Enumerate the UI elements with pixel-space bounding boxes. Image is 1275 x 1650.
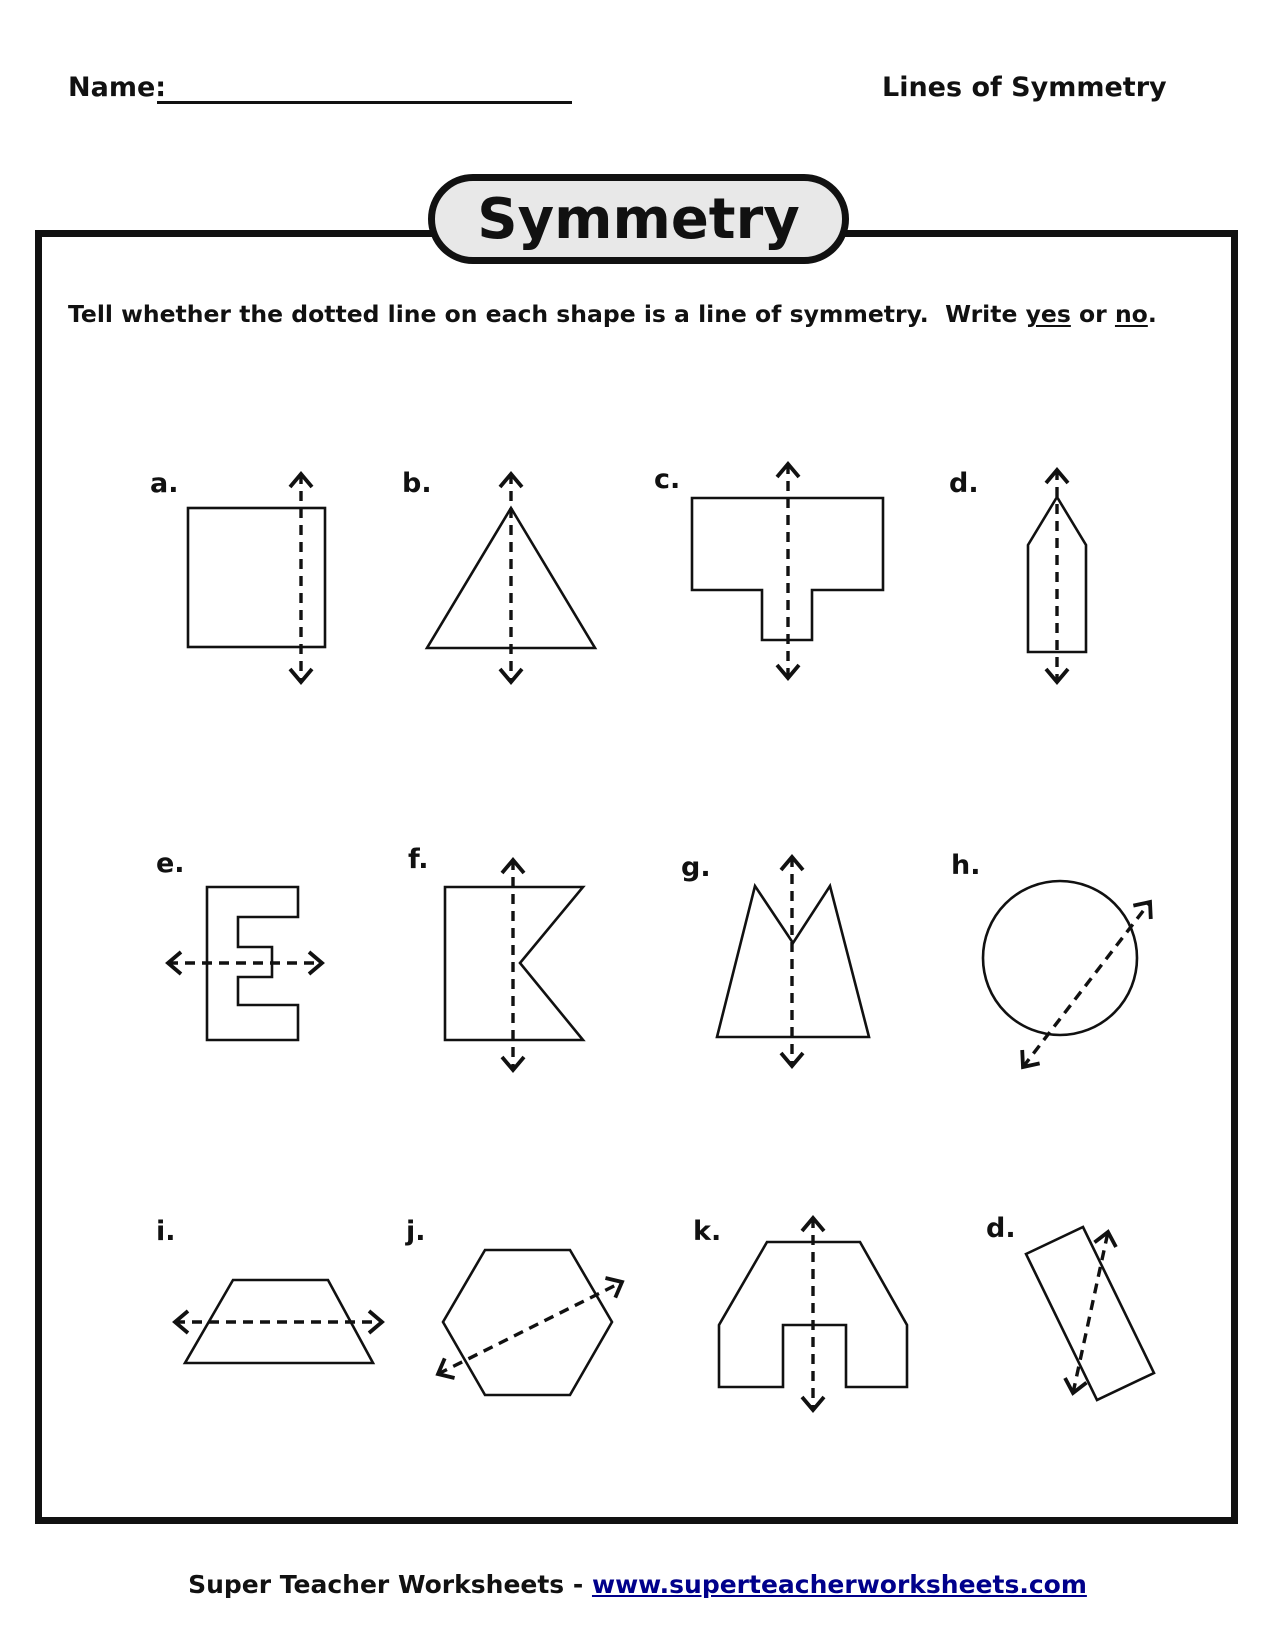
problem-label-j: j. [406,1216,426,1247]
problem-label-e: e. [156,848,185,879]
hexagon-shape [443,1250,612,1395]
circle-shape [983,881,1137,1035]
problem-label-a: a. [150,468,179,499]
figure-c-t-block [692,464,883,678]
arch-shape [719,1242,907,1387]
problem-label-g: g. [681,852,711,883]
footer-site-name: Super Teacher Worksheets - [188,1570,592,1599]
figure-b-triangle [427,474,595,682]
yes-word: yes [1025,300,1071,328]
problem-label-h: h. [951,850,981,881]
symmetry-line-l [1073,1232,1108,1393]
figure-f-notched-flag [445,860,583,1070]
instructions-lead: Tell whether the dotted line on each shape is a line of symmetry. Write [68,300,1026,328]
figure-k-arch [719,1218,907,1410]
figure-i-trapezoid [175,1280,382,1363]
figure-g-crown [717,857,869,1066]
figure-h-circle [983,881,1150,1067]
problem-label-i: i. [156,1216,176,1247]
name-label: Name: [68,72,167,103]
problem-label-l: d. [986,1213,1016,1244]
symmetry-banner [428,174,849,264]
figure-e-letter-e [168,887,322,1040]
worksheet-title: Lines of Symmetry [882,72,1167,103]
figure-a-square [188,474,325,682]
figure-d-pencil-pentagon [1028,470,1086,682]
problem-label-c: c. [654,464,681,495]
problem-label-b: b. [402,468,432,499]
banner-title: Symmetry [477,186,800,252]
figure-l-tilted-rectangle [1026,1227,1154,1400]
or-word: or [1070,300,1115,328]
footer [0,1570,1275,1599]
problem-label-f: f. [408,844,429,875]
tilted-rectangle-shape [1026,1227,1154,1400]
figure-j-hexagon [438,1250,622,1395]
problem-label-d: d. [949,468,979,499]
footer-site-link[interactable]: www.superteacherworksheets.com [591,1570,1087,1599]
problem-label-k: k. [693,1216,722,1247]
no-word: no [1114,300,1148,328]
square-shape [188,508,325,647]
end-punct: . [1147,300,1157,328]
instructions [68,300,1188,328]
